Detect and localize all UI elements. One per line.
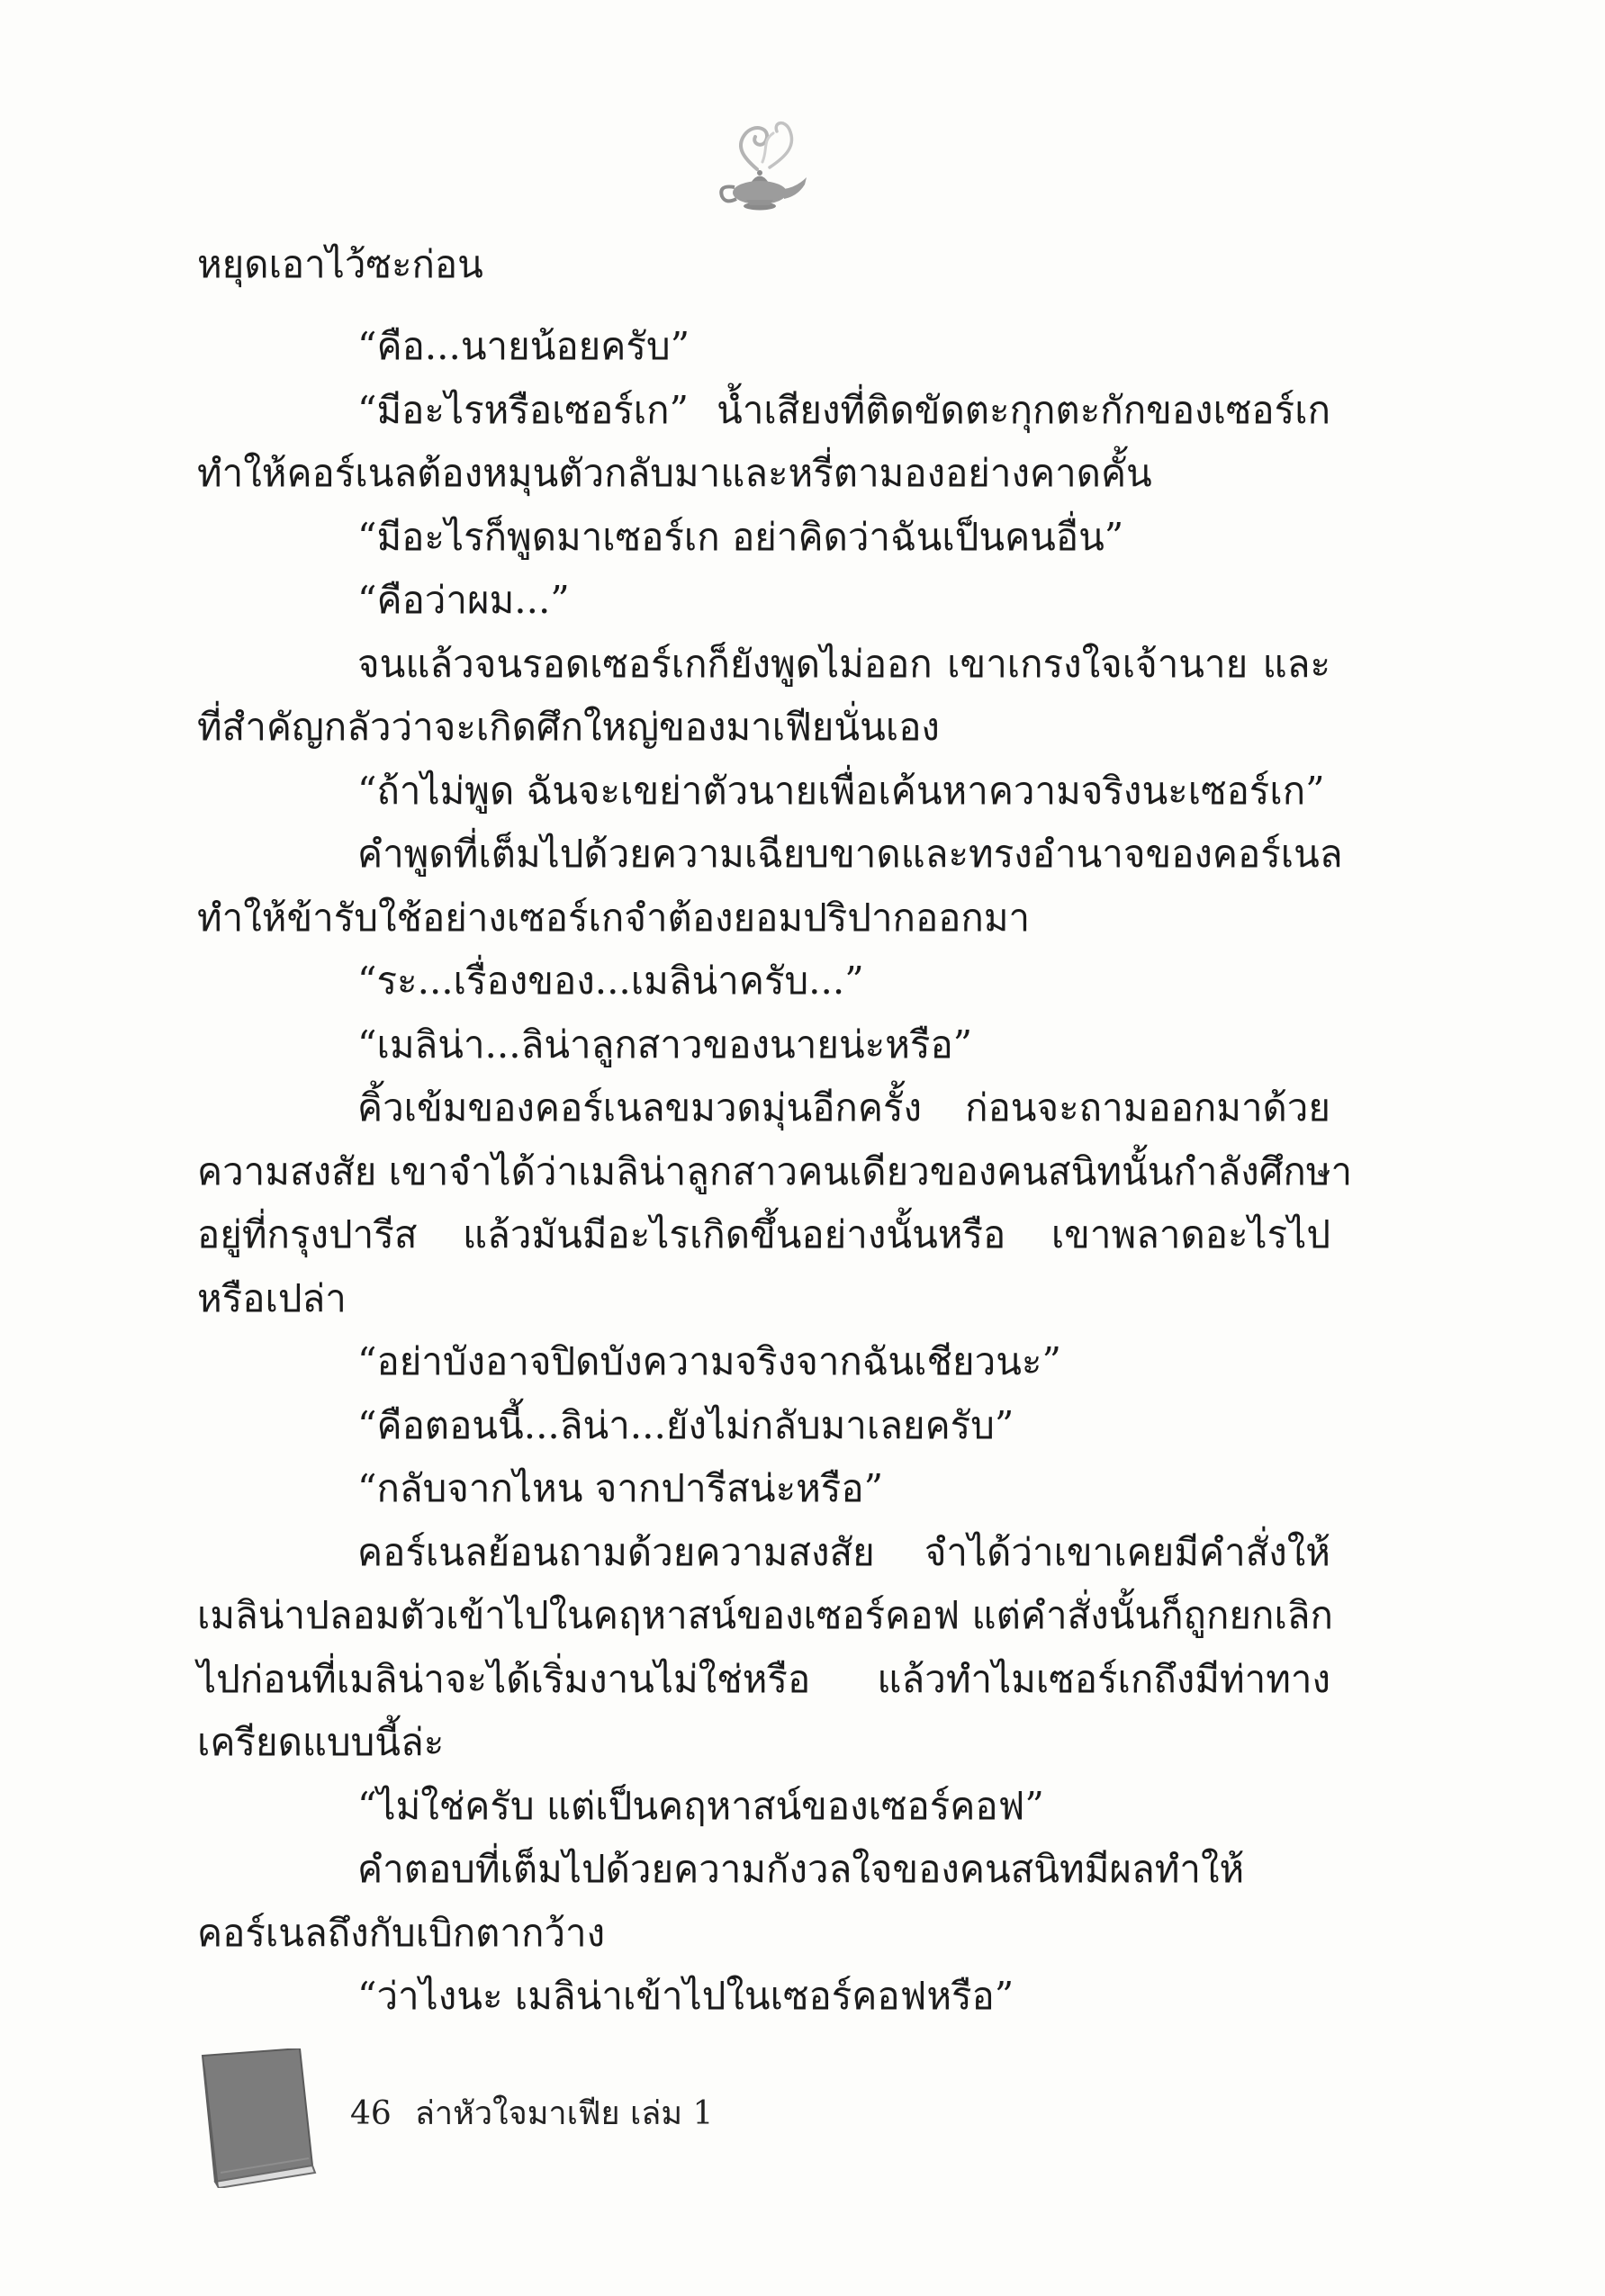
text-line: “อย่าบังอาจปิดบังความจริงจากฉันเชียวนะ” (357, 1339, 1061, 1383)
paragraph (197, 1330, 1330, 1394)
text-line: ทำให้คอร์เนลต้องหมุนตัวกลับมาและหรี่ตามองอย่างคาดคั้น (197, 451, 1152, 495)
text-line: คำตอบที่เต็มไปด้วยความกังวลใจของคนสนิทมีผลทำให้ (357, 1847, 1245, 1891)
book-title: ล่าหัวใจมาเฟีย เล่ม 1 (414, 2095, 714, 2132)
paragraph (197, 379, 1330, 506)
paragraph (197, 569, 1330, 633)
paragraph (197, 823, 1343, 950)
text-line: “มีอะไรหรือเซอร์เก” น้ำเสียงที่ติดขัดตะกุกตะกักของเซอร์เก (357, 387, 1330, 432)
genie-lamp-icon (710, 110, 809, 218)
text-line: “คือ...นายน้อยครับ” (357, 324, 690, 368)
paragraph (197, 232, 1330, 315)
paragraph (197, 1394, 1330, 1458)
paragraph (197, 315, 1330, 379)
body-text (197, 232, 1353, 2029)
paragraph (197, 1521, 1333, 1775)
text-line: คอร์เนลถึงกับเบิกตากว้าง (197, 1910, 606, 1955)
text-line: เมลิน่าปลอมตัวเข้าไปในคฤหาสน์ของเซอร์คอฟ แต่คำสั่งนั้นก็ถูกยกเลิก (197, 1593, 1333, 1637)
text-line: หรือเปล่า (197, 1275, 347, 1320)
text-line: “มีอะไรก็พูดมาเซอร์เก อย่าคิดว่าฉันเป็นคนอื่น” (357, 514, 1124, 559)
paragraph (197, 633, 1330, 760)
text-line: “เมลิน่า...ลิน่าลูกสาวของนายน่ะหรือ” (357, 1022, 973, 1067)
paragraph (197, 1013, 1330, 1077)
text-line: ความสงสัย เขาจำได้ว่าเมลิน่าลูกสาวคนเดียวของคนสนิทนั้นกำลังศึกษา (197, 1148, 1353, 1193)
text-line: หยุดเอาไว้ซะก่อน (197, 242, 483, 286)
text-line: “ไม่ใช่ครับ แต่เป็นคฤหาสน์ของเซอร์คอฟ” (357, 1783, 1044, 1828)
paragraph (197, 1076, 1353, 1330)
text-line: “กลับจากไหน จากปารีสน่ะหรือ” (357, 1466, 884, 1510)
text-line: อยู่ที่กรุงปารีส แล้วมันมีอะไรเกิดขึ้นอย่างนั้นหรือ เขาพลาดอะไรไป (197, 1212, 1330, 1256)
text-line: “ระ...เรื่องของ...เมลิน่าครับ...” (357, 959, 864, 1003)
paragraph (197, 1775, 1330, 1839)
text-line: “คือตอนนี้...ลิน่า...ยังไม่กลับมาเลยครับ” (357, 1402, 1014, 1447)
text-line: ไปก่อนที่เมลิน่าจะได้เริ่มงานไม่ใช่หรือ แล้วทำไมเซอร์เกถึงมีท่าทาง (197, 1656, 1330, 1701)
paragraph (197, 760, 1330, 824)
text-line: จนแล้วจนรอดเซอร์เกก็ยังพูดไม่ออก เขาเกรงใจเจ้านาย และ (357, 641, 1330, 686)
paragraph (197, 506, 1330, 570)
page-number: 46 (350, 2095, 392, 2132)
book-icon (194, 2048, 320, 2188)
paragraph (197, 1457, 1330, 1521)
page-footer (350, 2094, 713, 2134)
text-line: คำพูดที่เต็มไปด้วยความเฉียบขาดและทรงอำนาจของคอร์เนล (357, 832, 1343, 876)
text-line: คอร์เนลย้อนถามด้วยความสงสัย จำได้ว่าเขาเคยมีคำสั่งให้ (357, 1529, 1330, 1574)
text-line: ที่สำคัญกลัวว่าจะเกิดศึกใหญ่ของมาเฟียนั่นเอง (197, 705, 940, 749)
text-line: “ถ้าไม่พูด ฉันจะเขย่าตัวนายเพื่อเค้นหาความจริงนะเซอร์เก” (357, 768, 1325, 813)
text-line: คิ้วเข้มของคอร์เนลขมวดมุ่นอีกครั้ง ก่อนจะถามออกมาด้วย (357, 1085, 1330, 1130)
text-line: “คือว่าผม...” (357, 578, 570, 622)
paragraph (197, 950, 1330, 1013)
text-line: “ว่าไงนะ เมลิน่าเข้าไปในเซอร์คอฟหรือ” (357, 1974, 1014, 2018)
text-line: ทำให้ข้ารับใช้อย่างเซอร์เกจำต้องยอมปริปากออกมา (197, 895, 1031, 940)
paragraph (197, 1838, 1330, 1965)
text-line: เครียดแบบนี้ล่ะ (197, 1720, 445, 1764)
paragraph (197, 1965, 1330, 2029)
